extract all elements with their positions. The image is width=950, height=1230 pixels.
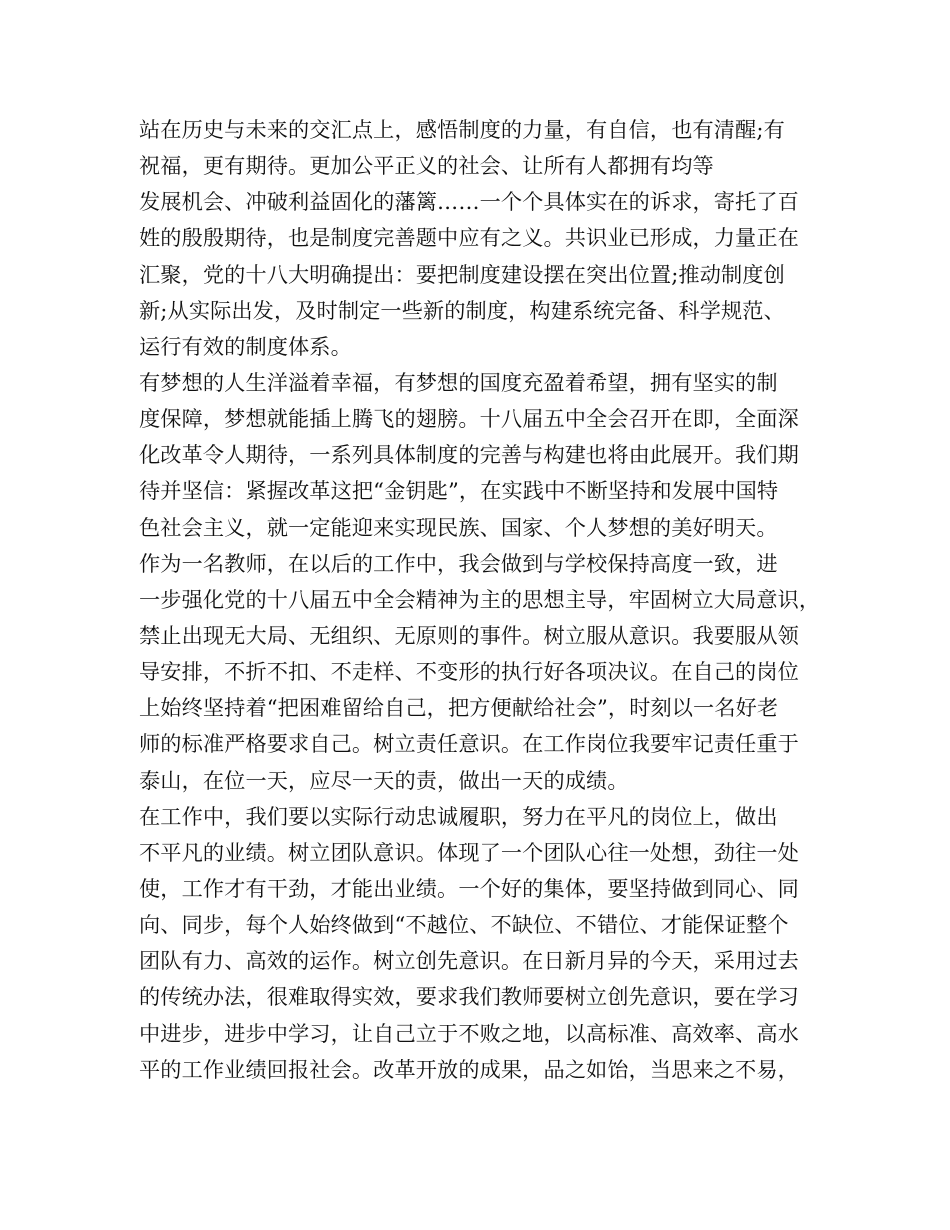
text-line: 导安排，不折不扣、不走样、不变形的执行好各项决议。在自己的岗位: [139, 659, 799, 685]
text-line: 向、同步，每个人始终做到“不越位、不缺位、不错位、才能保证整个: [139, 912, 789, 938]
text-line: 汇聚，党的十八大明确提出：要把制度建设摆在突出位置;推动制度创: [139, 261, 785, 287]
text-line: 祝福，更有期待。更加公平正义的社会、让所有人都拥有均等: [139, 153, 714, 179]
text-line: 有梦想的人生洋溢着幸福，有梦想的国度充盈着希望，拥有坚实的制: [139, 369, 778, 395]
text-line: 上始终坚持着“把困难留给自己，把方便献给社会”，时刻以一名好老: [139, 695, 779, 721]
text-line: 度保障，梦想就能插上腾飞的翅膀。十八届五中全会召开在即，全面深: [139, 406, 799, 432]
text-line: 运行有效的制度体系。: [139, 333, 352, 359]
text-line: 团队有力、高效的运作。树立创先意识。在日新月异的今天，采用过去: [139, 948, 799, 974]
text-line: 色社会主义，就一定能迎来实现民族、国家、个人梦想的美好明天。: [139, 514, 778, 540]
text-line: 化改革令人期待，一系列具体制度的完善与构建也将由此展开。我们期: [139, 442, 799, 468]
text-line: 待并坚信：紧握改革这把“金钥匙”，在实践中不断坚持和发展中国特: [139, 478, 779, 504]
text-line: 作为一名教师，在以后的工作中，我会做到与学校保持高度一致，进: [139, 550, 778, 576]
document-body: [139, 112, 829, 1088]
text-line: 姓的殷殷期待，也是制度完善题中应有之义。共识业已形成，力量正在: [139, 225, 799, 251]
text-line: 新;从实际出发，及时制定一些新的制度，构建系统完备、科学规范、: [139, 297, 785, 323]
text-line: 使，工作才有干劲，才能出业绩。一个好的集体，要坚持做到同心、同: [139, 875, 799, 901]
text-line: 站在历史与未来的交汇点上，感悟制度的力量，有自信，也有清醒;有: [139, 117, 785, 142]
text-line: 禁止出现无大局、无组织、无原则的事件。树立服从意识。我要服从领: [139, 622, 799, 648]
text-line: 泰山，在位一天，应尽一天的责，做出一天的成绩。: [139, 767, 629, 793]
text-line: 在工作中，我们要以实际行动忠诚履职，努力在平凡的岗位上，做出: [139, 803, 778, 829]
text-line: 不平凡的业绩。树立团队意识。体现了一个团队心往一处想，劲往一处: [139, 839, 799, 865]
text-line: 一步强化党的十八届五中全会精神为主的思想主导，牢固树立大局意识，: [139, 586, 821, 612]
text-line: 的传统办法，很难取得实效，要求我们教师要树立创先意识，要在学习: [139, 984, 799, 1010]
text-line: 发展机会、冲破利益固化的藩篱……一个个具体实在的诉求，寄托了百: [139, 189, 799, 215]
text-line: 师的标准严格要求自己。树立责任意识。在工作岗位我要牢记责任重于: [139, 731, 799, 757]
text-line: 中进步，进步中学习，让自己立于不败之地，以高标准、高效率、高水: [139, 1020, 799, 1046]
text-line: 平的工作业绩回报社会。改革开放的成果，品之如饴，当思来之不易，: [139, 1056, 799, 1082]
